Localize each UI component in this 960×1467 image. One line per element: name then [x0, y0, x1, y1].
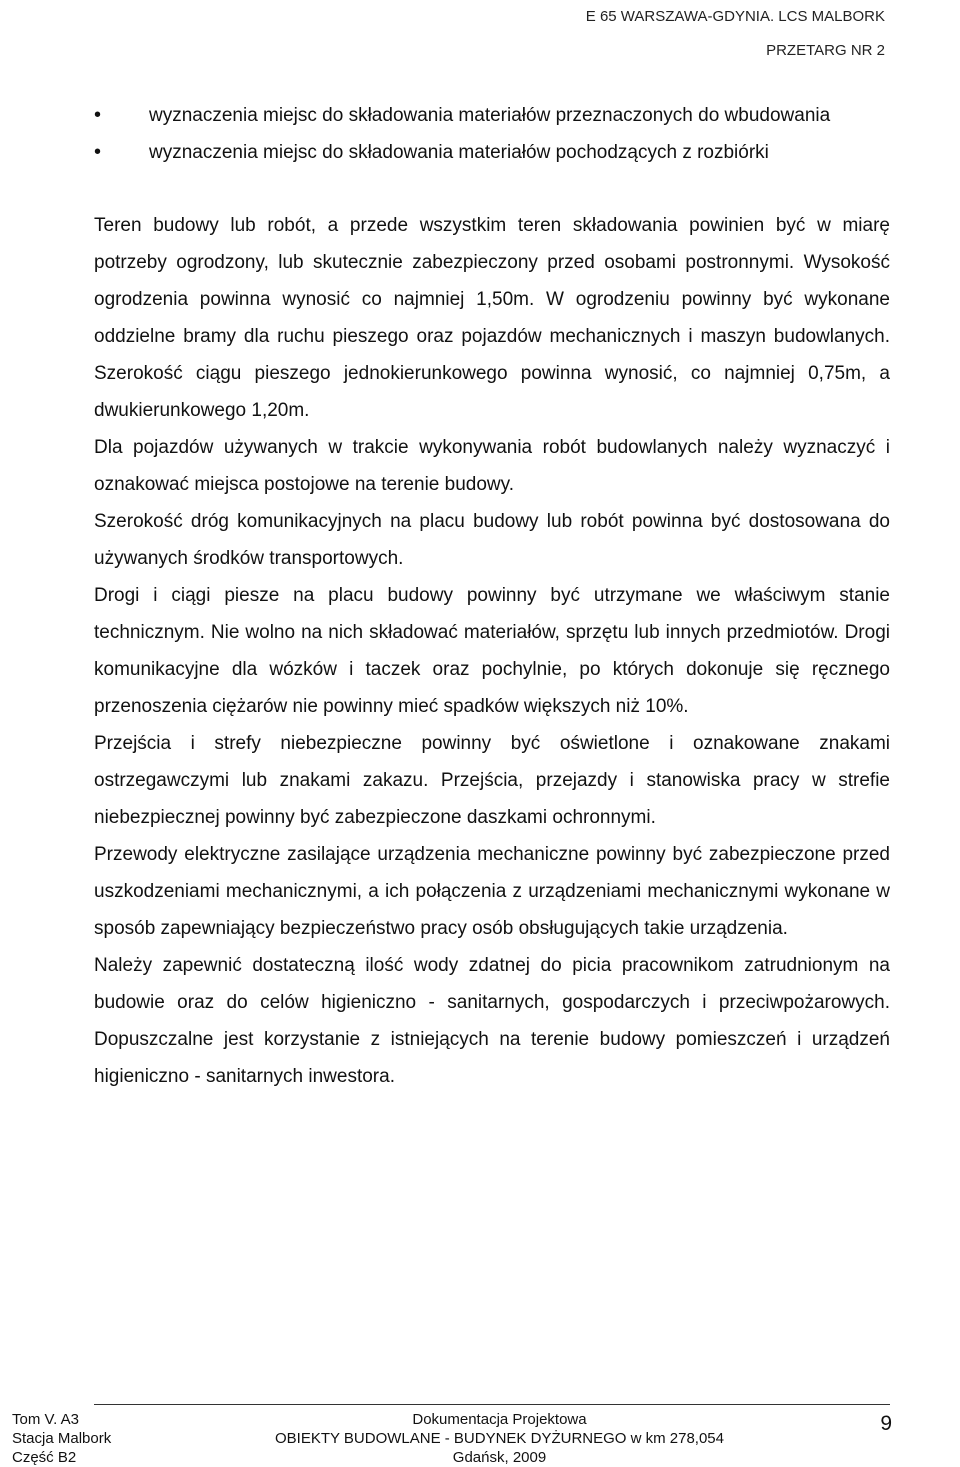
page-header [586, 0, 885, 68]
document-body [94, 207, 890, 1095]
footer-divider [94, 1404, 890, 1405]
footer-station: Stacja Malbork [12, 1430, 112, 1447]
header-tender-number: PRZETARG NR 2 [766, 42, 885, 59]
paragraph: Dla pojazdów używanych w trakcie wykonywania robót budowlanych należy wyznaczyć i oznakować miejsca postojowe na terenie budowy. [94, 437, 890, 495]
footer-part: Część B2 [12, 1449, 77, 1466]
paragraph: Przewody elektryczne zasilające urządzenia mechaniczne powinny być zabezpieczone przed uszkodzeniami mechanicznymi, a ich połączenia z urządzeniami mechanicznymi wykonane w sposób zapewniający bezpieczeństwo pracy osób obsługujących takie urządzenia. [94, 844, 890, 939]
paragraph: Należy zapewnić dostateczną ilość wody zdatnej do picia pracownikom zatrudnionym na budowie oraz do celów higieniczno - sanitarnych, gospodarczych i przeciwpożarowych. Dopuszczalne jest korzystanie z istniejących na terenie budowy pomieszczeń i urządzeń higieniczno - sanitarnych inwestora. [94, 955, 890, 1087]
footer-place-date: Gdańsk, 2009 [452, 1449, 547, 1466]
footer-center-block [252, 1410, 747, 1467]
paragraph: Przejścia i strefy niebezpieczne powinny być oświetlone i oznakowane znakami ostrzegawczymi lub znakami zakazu. Przejścia, przejazdy i stanowiska pracy w strefie niebezpiecznej powinny być zabezpieczone daszkami ochronnymi. [94, 733, 890, 828]
paragraph: Szerokość dróg komunikacyjnych na placu budowy lub robót powinna być dostosowana do używanych środków transportowych. [94, 511, 890, 569]
bullet-list [94, 97, 890, 171]
footer-left-block [12, 1410, 111, 1467]
paragraph: Drogi i ciągi piesze na placu budowy powinny być utrzymane we właściwym stanie technicznym. Nie wolno na nich składować materiałów, sprzętu lub innych przedmiotów. Drogi komunikacyjne dla wózków i taczek oraz pochylnie, po których dokonuje się ręcznego przenoszenia ciężarów nie powinny mieć spadków większych niż 10%. [94, 585, 890, 717]
bullet-item: • wyznaczenia miejsc do składowania materiałów pochodzących z rozbiórki [94, 134, 890, 171]
header-project-title: E 65 WARSZAWA-GDYNIA. LCS MALBORK [585, 8, 885, 25]
paragraph: Teren budowy lub robót, a przede wszystkim teren składowania powinien być w miarę potrzeby ogrodzony, lub skutecznie zabezpieczony przed osobami postronnymi. Wysokość ogrodzenia powinna wynosić co najmniej 1,50m. W ogrodzeniu powinny być wykonane oddzielne bramy dla ruchu pieszego oraz pojazdów mechanicznych i maszyn budowlanych. Szerokość ciągu pieszego jednokierunkowego powinna wynosić, co najmniej 0,75m, a dwukierunkowego 1,20m. [94, 215, 890, 421]
footer-doc-type: Dokumentacja Projektowa [412, 1411, 587, 1428]
bullet-item: • wyznaczenia miejsc do składowania materiałów przeznaczonych do wbudowania [94, 97, 890, 134]
footer-object: OBIEKTY BUDOWLANE - BUDYNEK DYŻURNEGO w km 278,054 [275, 1430, 724, 1447]
footer-volume: Tom V. A3 [12, 1411, 79, 1428]
page-number: 9 [880, 1412, 892, 1435]
